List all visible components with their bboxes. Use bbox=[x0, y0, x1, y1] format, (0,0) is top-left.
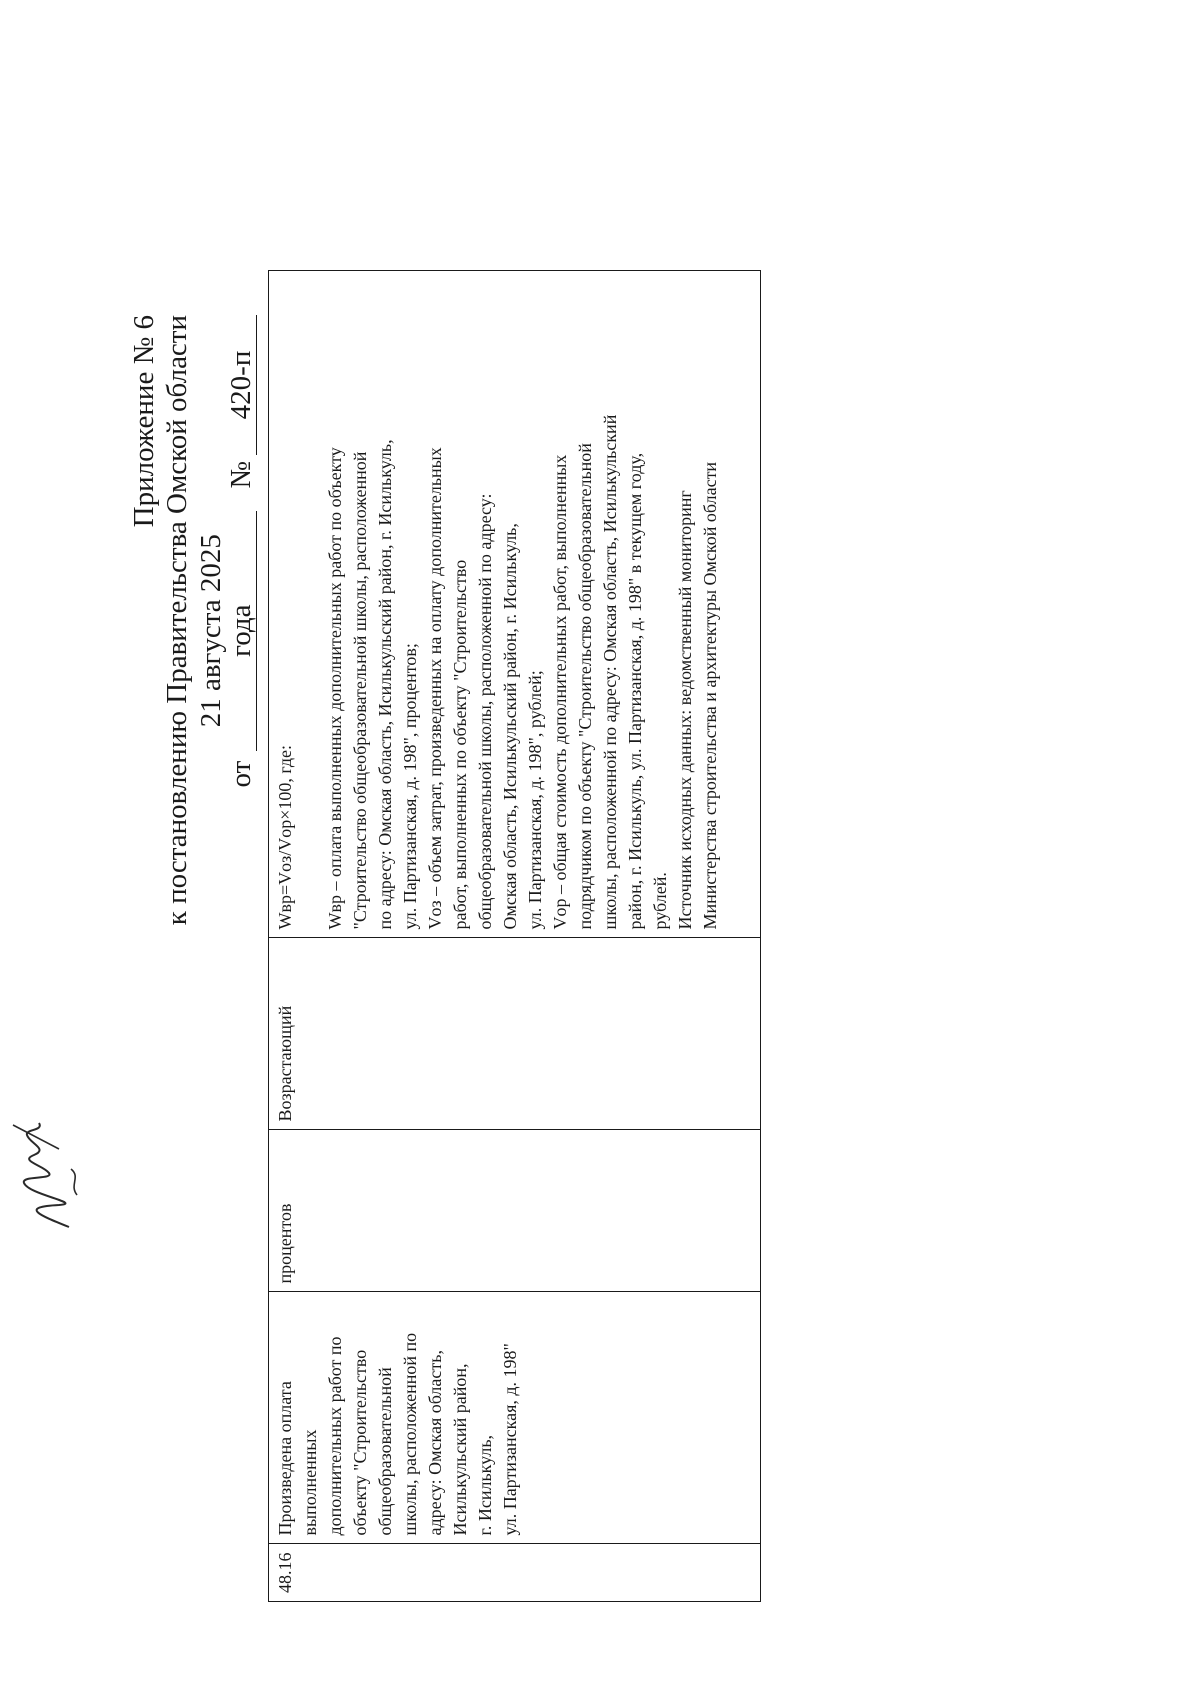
indicator-name bbox=[269, 1292, 761, 1544]
indicator-line: объекту "Строительство bbox=[350, 1349, 370, 1536]
method-line: работ, выполненных по объекту "Строительство bbox=[450, 559, 470, 930]
method-line: общеобразовательной школы, расположенной по адресу: bbox=[475, 493, 495, 930]
appendix-subtitle: к постановлению Правительства Омской области bbox=[161, 315, 193, 926]
spacer bbox=[298, 280, 323, 930]
method-line: Министерства строительства и архитектуры Омской области bbox=[700, 461, 720, 930]
row-number: 48.16 bbox=[269, 1544, 761, 1602]
indicator-line: школы, расположенной по bbox=[400, 1332, 420, 1536]
indicator-table bbox=[268, 271, 761, 1603]
method-line: по адресу: Омская область, Исилькульский район, г. Исилькуль, bbox=[375, 439, 395, 930]
indicator-line: г. Исилькуль, bbox=[475, 1434, 495, 1536]
indicator-line: дополнительных работ по bbox=[325, 1336, 345, 1536]
number-label: № bbox=[225, 461, 257, 489]
signature-stroke bbox=[24, 1123, 69, 1227]
signature-stroke-secondary bbox=[13, 1125, 77, 1195]
method-line: Vор – общая стоимость дополнительных работ, выполненных bbox=[550, 454, 570, 930]
appendix-header bbox=[128, 315, 258, 925]
method-text bbox=[323, 280, 723, 930]
method-cell bbox=[269, 271, 761, 938]
method-line: "Строительство общеобразовательной школы, расположенной bbox=[350, 451, 370, 930]
signature-mark bbox=[0, 1115, 91, 1235]
unit-cell: процентов bbox=[269, 1130, 761, 1292]
date-prefix: от bbox=[225, 760, 257, 788]
indicator-line: общеобразовательной bbox=[375, 1367, 395, 1536]
method-line: ул. Партизанская, д. 198", рублей; bbox=[525, 670, 545, 930]
indicator-line: Произведена оплата bbox=[275, 1381, 295, 1536]
method-line: Wвр – оплата выполненных дополнительных работ по объекту bbox=[325, 447, 345, 930]
formula: Wвр=Vоз/Vор×100, где: bbox=[275, 744, 295, 930]
appendix-title: Приложение № 6 bbox=[128, 315, 160, 528]
table-row bbox=[269, 271, 761, 1602]
method-line: ул. Партизанская, д. 198", процентов; bbox=[400, 643, 420, 930]
indicator-text bbox=[273, 1301, 523, 1536]
indicator-line: Исилькульский район, bbox=[450, 1363, 470, 1536]
resolution-number: 420-п bbox=[226, 315, 257, 455]
method-line: школы, расположенной по адресу: Омская область, Исилькульский bbox=[600, 414, 620, 930]
direction-cell: Возрастающий bbox=[269, 938, 761, 1130]
method-line: рублей. bbox=[650, 872, 670, 930]
resolution-date: 21 августа 2025 года bbox=[196, 511, 257, 751]
indicator-line: ул. Партизанская, д. 198" bbox=[500, 1343, 520, 1536]
method-line: подрядчиком по объекту "Строительство общеобразовательной bbox=[575, 443, 595, 930]
method-line: Омская область, Исилькульский район, г. Исилькуль, bbox=[500, 523, 520, 930]
method-line: Источник исходных данных: ведомственный мониторинг bbox=[675, 490, 695, 930]
indicator-line: выполненных bbox=[300, 1429, 320, 1536]
method-line: Vоз – объем затрат, произведенных на оплату дополнительных bbox=[425, 447, 445, 930]
method-line: район, г. Исилькуль, ул. Партизанская, д. 198" в текущем году, bbox=[625, 452, 645, 930]
resolution-date-line bbox=[196, 315, 258, 925]
indicator-line: адресу: Омская область, bbox=[425, 1350, 445, 1536]
